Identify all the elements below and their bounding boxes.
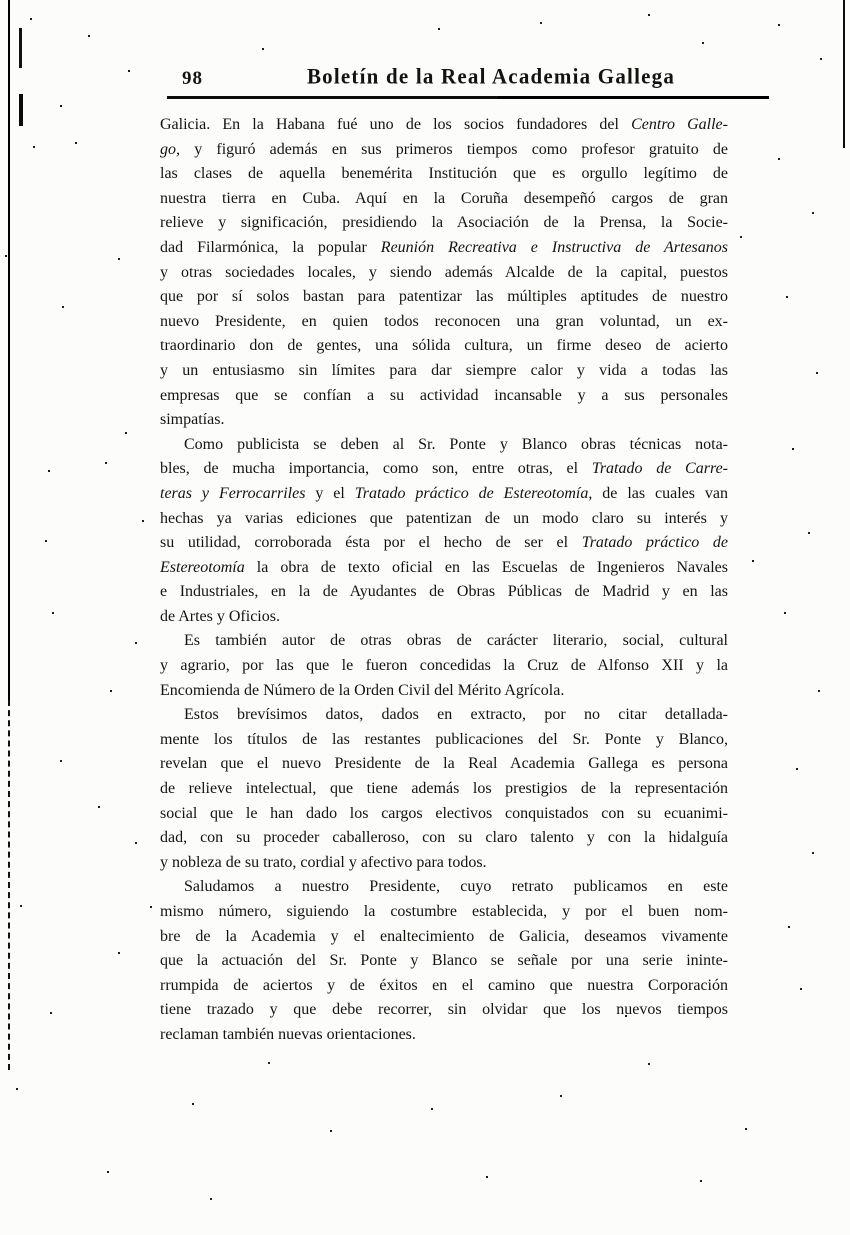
text-run: y nobleza de su trato, cordial y afectivo para todos. [160,853,487,871]
paragraph [160,433,728,630]
text-run: Es también autor de otras obras de carácter literario, social, cultural [184,632,728,650]
text-run: y un entusiasmo sin límites para dar siempre calor y vida a todas las [160,361,728,379]
text-line [160,285,728,310]
text-line [160,556,728,581]
page-body [160,113,728,1048]
italic-run: Estereotomía [160,558,245,576]
text-run: y agrario, por las que le fueron concedidas la Cruz de Alfonso XII y la [160,657,728,675]
text-line [160,949,728,974]
text-line [160,875,728,900]
text-line [160,728,728,753]
text-run: de relieve intelectual, que tiene además los prestigios de la representación [160,780,728,798]
text-run: hechas ya varias ediciones que patentizan de un modo claro su interés y [160,509,728,527]
page-title: Boletín de la Real Academia Gallega [306,63,676,89]
text-run: bre de la Academia y el enaltecimiento de Galicia, deseamos vivamente [160,927,728,945]
text-line [160,482,728,507]
text-run: que por sí solos bastan para patentizar las múltiples aptitudes de nuestro [160,288,728,306]
text-run: Como publicista se deben al Sr. Ponte y Blanco obras técnicas nota- [184,435,728,453]
text-line [160,752,728,777]
text-run: las clases de aquella benemérita Institución que es orgullo legítimo de [160,165,728,183]
text-run: bles, de mucha importancia, como son, entre otras, el [160,460,592,478]
italic-run: go, [160,140,180,158]
text-line [160,580,728,605]
text-run: que la actuación del Sr. Ponte y Blanco se señale por una serie ininte- [160,952,728,970]
text-line [160,531,728,556]
page-number: 98 [182,68,203,89]
text-run: dad Filarmónica, la popular [160,238,381,256]
text-line [160,998,728,1023]
text-line [160,236,728,261]
header-rule [167,96,769,99]
text-run: simpatías. [160,411,225,429]
text-run: rrumpida de aciertos y de éxitos en el camino que nuestra Corporación [160,976,728,994]
text-line [160,605,728,630]
text-run: revelan que el nuevo Presidente de la Real Academia Gallega es persona [160,755,728,773]
text-run: social que le han dado los cargos electivos conquistados con su ecuanimi- [160,804,728,822]
text-line [160,974,728,999]
text-line [160,211,728,236]
text-line [160,654,728,679]
scan-artifact-mark [19,94,23,126]
text-line [160,310,728,335]
text-line [160,802,728,827]
text-line [160,679,728,704]
text-line [160,703,728,728]
page-header [160,64,772,94]
text-run: Saludamos a nuestro Presidente, cuyo retrato publicamos en este [184,878,728,896]
paragraph [160,629,728,703]
text-run: Estos brevísimos datos, dados en extracto, por no citar detallada- [184,706,728,724]
italic-run: Centro Galle- [631,116,728,133]
text-run: Encomienda de Número de la Orden Civil del Mérito Agrícola. [160,681,565,699]
text-line [160,900,728,925]
italic-run: Tratado práctico de [581,534,728,552]
paragraph [160,113,728,433]
text-run: de Artes y Oficios. [160,607,280,625]
text-run: mente los títulos de las restantes publicaciones del Sr. Ponte y Blanco, [160,730,728,748]
text-run: nuestra tierra en Cuba. Aquí en la Coruña desempeñó cargos de gran [160,189,728,207]
text-line [160,777,728,802]
text-line [160,629,728,654]
scan-artifact-left-line [8,0,10,700]
text-run: tiene trazado y que debe recorrer, sin olvidar que los nuevos tiempos [160,1001,728,1019]
paragraph [160,875,728,1047]
text-run: traordinario don de gentes, una sólida cultura, un firme deseo de acierto [160,337,728,355]
italic-run: Reunión Recreativa e Instructiva de Artesanos [380,238,728,256]
text-line [160,1023,728,1048]
text-run: relieve y significación, presidiendo la Asociación de la Prensa, la Socie- [160,214,728,232]
text-line [160,408,728,433]
text-run: y figuró además en sus primeros tiempos como profesor gratuito de [180,140,728,158]
text-line [160,138,728,163]
text-run: Galicia. En la Habana fué uno de los socios fundadores del [160,116,632,133]
text-line [160,359,728,384]
scan-noise-speckles [0,0,2,2]
text-run: su utilidad, corroborada ésta por el hecho de ser el [160,534,582,552]
text-run: la obra de texto oficial en las Escuelas de Ingenieros Navales [244,558,728,576]
text-run: nuevo Presidente, en quien todos reconocen una gran voluntad, un ex- [160,312,728,330]
text-run: y el [305,484,355,502]
paragraph [160,703,728,875]
text-line [160,507,728,532]
text-line [160,187,728,212]
italic-run: Tratado práctico de Estereotomía [354,484,589,502]
text-line [160,457,728,482]
text-run: empresas que se confían a su actividad incansable y a sus personales [160,386,728,404]
scan-artifact-left-line-lower [8,700,10,1070]
text-line [160,826,728,851]
text-line [160,384,728,409]
text-run: e Industriales, en la de Ayudantes de Obras Públicas de Madrid y en las [160,583,728,601]
text-line [160,113,728,138]
text-run: reclaman también nuevas orientaciones. [160,1025,416,1043]
text-run: , de las cuales van [588,484,728,502]
text-line [160,334,728,359]
text-run: dad, con su proceder caballeroso, con su claro talento y con la hidalguía [160,829,728,847]
scan-artifact-right-line [843,0,845,148]
text-line [160,851,728,876]
italic-run: Tratado de Carre- [591,460,728,478]
text-run: y otras sociedades locales, y siendo además Alcalde de la capital, puestos [160,263,728,281]
text-line [160,925,728,950]
text-line [160,261,728,286]
italic-run: teras y Ferrocarriles [160,484,306,502]
text-run: mismo número, siguiendo la costumbre establecida, y por el buen nom- [160,903,728,920]
text-line [160,162,728,187]
text-line [160,433,728,458]
